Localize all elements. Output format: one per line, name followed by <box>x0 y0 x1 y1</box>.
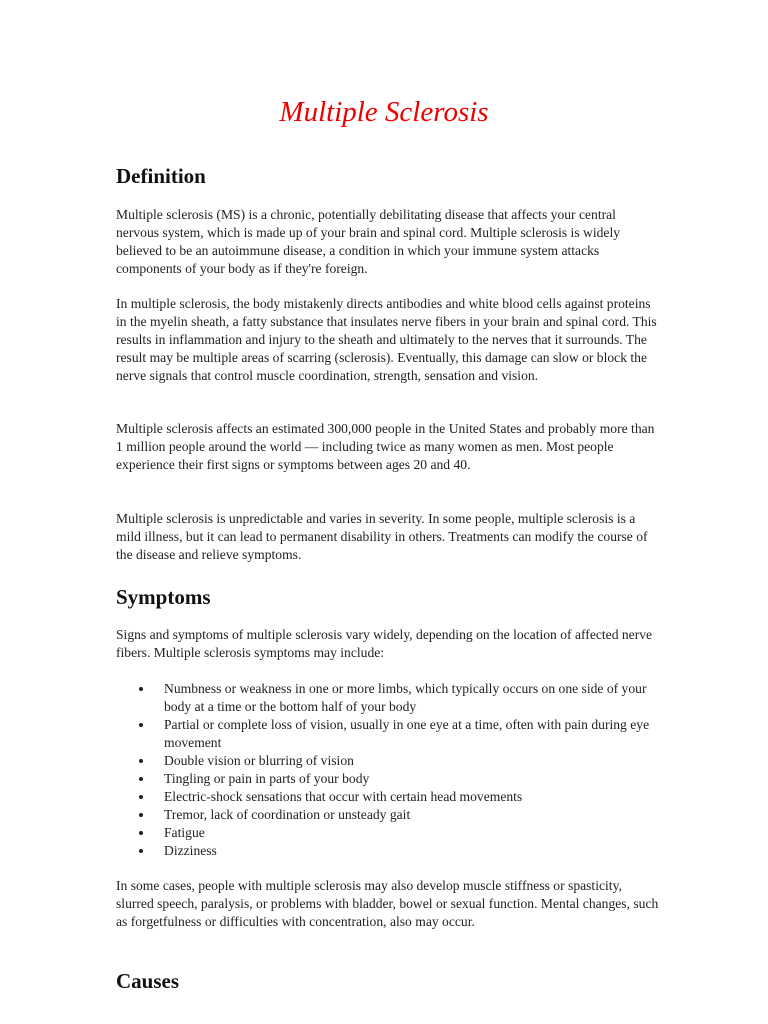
list-item: Numbness or weakness in one or more limbs, which typically occurs on one side of your body at a time or the bottom half of your body <box>134 680 664 716</box>
definition-paragraph-2: In multiple sclerosis, the body mistakenly directs antibodies and white blood cells against proteins in the myelin sheath, a fatty substance that insulates nerve fibers in your brain and spinal cord. This results in inflammation and injury to the sheath and ultimately to the nerves that it surrounds. The result may be multiple areas of scarring (sclerosis). Eventually, this damage can slow or block the nerve signals that control muscle coordination, strength, sensation and vision. <box>116 296 657 383</box>
list-item: Double vision or blurring of vision <box>134 752 664 770</box>
list-item: Dizziness <box>134 842 664 860</box>
symptoms-list <box>134 680 664 860</box>
symptoms-outro: In some cases, people with multiple sclerosis may also develop muscle stiffness or spasticity, slurred speech, paralysis, or problems with bladder, bowel or sexual function. Mental changes, such as forgetfulness or difficulties with concentration, also may occur. <box>116 878 659 929</box>
heading-causes: Causes <box>116 969 180 993</box>
bullet-icon <box>139 849 143 853</box>
symptoms-intro: Signs and symptoms of multiple sclerosis vary widely, depending on the location of affected nerve fibers. Multiple sclerosis symptoms may include: <box>116 627 653 660</box>
bullet-icon <box>139 813 143 817</box>
page-title: Multiple Sclerosis <box>279 96 489 128</box>
heading-definition: Definition <box>116 164 206 188</box>
list-item: Electric-shock sensations that occur with certain head movements <box>134 788 664 806</box>
definition-paragraph-1: Multiple sclerosis (MS) is a chronic, potentially debilitating disease that affects your central nervous system, which is made up of your brain and spinal cord. Multiple sclerosis is widely believed to be an autoimmune disease, a condition in which your immune system attacks components of your body as if they're foreign. <box>116 207 621 276</box>
bullet-icon <box>139 723 143 727</box>
bullet-icon <box>139 759 143 763</box>
bullet-icon <box>139 777 143 781</box>
bullet-icon <box>139 831 143 835</box>
list-item: Tingling or pain in parts of your body <box>134 770 664 788</box>
heading-symptoms: Symptoms <box>116 585 211 609</box>
list-item: Tremor, lack of coordination or unsteady gait <box>134 806 664 824</box>
list-item: Fatigue <box>134 824 664 842</box>
definition-paragraph-4: Multiple sclerosis is unpredictable and varies in severity. In some people, multiple sclerosis is a mild illness, but it can lead to permanent disability in others. Treatments can modify the course of the disease and relieve symptoms. <box>116 511 648 562</box>
definition-paragraph-3: Multiple sclerosis affects an estimated 300,000 people in the United States and probably more than 1 million people around the world — including twice as many women as men. Most people experience their first signs or symptoms between ages 20 and 40. <box>116 421 655 472</box>
bullet-icon <box>139 687 143 691</box>
bullet-icon <box>139 795 143 799</box>
list-item: Partial or complete loss of vision, usually in one eye at a time, often with pain during eye movement <box>134 716 664 752</box>
